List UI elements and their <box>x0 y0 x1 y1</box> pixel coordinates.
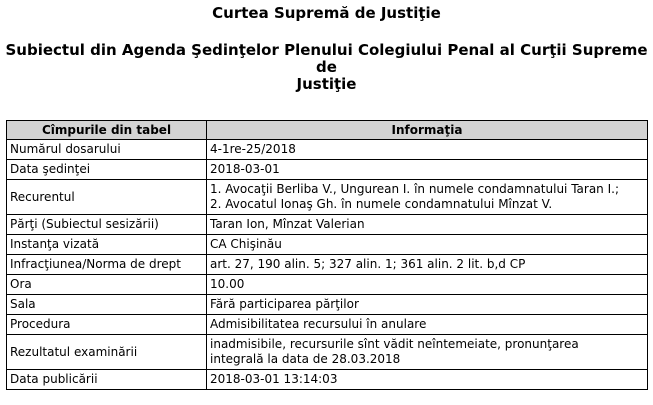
case-info-table <box>6 120 648 390</box>
field-label: Procedura <box>7 315 207 335</box>
table-row <box>7 275 648 295</box>
field-value: 2018-03-01 <box>207 160 648 180</box>
field-value <box>207 335 648 370</box>
table-row <box>7 255 648 275</box>
table-row <box>7 140 648 160</box>
field-label: Numărul dosarului <box>7 140 207 160</box>
field-label: Părţi (Subiectul sesizării) <box>7 215 207 235</box>
field-value: Taran Ion, Mînzat Valerian <box>207 215 648 235</box>
value-line: integrală la data de 28.03.2018 <box>210 352 401 366</box>
field-label: Sala <box>7 295 207 315</box>
table-row <box>7 315 648 335</box>
field-label: Infracţiunea/Norma de drept <box>7 255 207 275</box>
table-row <box>7 215 648 235</box>
field-label: Recurentul <box>7 180 207 215</box>
field-value: CA Chişinău <box>207 235 648 255</box>
field-value <box>207 180 648 215</box>
subject-title-line2: Justiţie <box>296 75 357 93</box>
field-label: Rezultatul examinării <box>7 335 207 370</box>
field-value: Fără participarea părţilor <box>207 295 648 315</box>
table-row <box>7 295 648 315</box>
field-value: Admisibilitatea recursului în anulare <box>207 315 648 335</box>
field-value: 2018-03-01 13:14:03 <box>207 370 648 390</box>
subject-title-line1: Subiectul din Agenda Şedinţelor Plenului Colegiului Penal al Curţii Supreme de <box>5 41 648 76</box>
table-header-row <box>7 121 648 140</box>
field-label: Data şedinţei <box>7 160 207 180</box>
value-line: 1. Avocaţii Berliba V., Ungurean I. în numele condamnatului Taran I.; <box>210 182 619 196</box>
field-label: Instanţa vizată <box>7 235 207 255</box>
field-value: 4-1re-25/2018 <box>207 140 648 160</box>
table-row <box>7 180 648 215</box>
table-row <box>7 370 648 390</box>
table-row <box>7 160 648 180</box>
table-row <box>7 335 648 370</box>
field-value: art. 27, 190 alin. 5; 327 alin. 1; 361 alin. 2 lit. b,d CP <box>207 255 648 275</box>
header-information: Informaţia <box>207 121 648 140</box>
field-value: 10.00 <box>207 275 648 295</box>
court-title: Curtea Supremă de Justiţie <box>212 4 441 22</box>
value-line: 2. Avocatul Ionaş Gh. în numele condamnatului Mînzat V. <box>210 197 553 211</box>
subject-title <box>0 42 653 93</box>
field-label: Data publicării <box>7 370 207 390</box>
table-row <box>7 235 648 255</box>
field-label: Ora <box>7 275 207 295</box>
value-line: inadmisibile, recursurile sînt vădit neîntemeiate, pronunţarea <box>210 337 579 351</box>
header-fields: Cîmpurile din tabel <box>7 121 207 140</box>
